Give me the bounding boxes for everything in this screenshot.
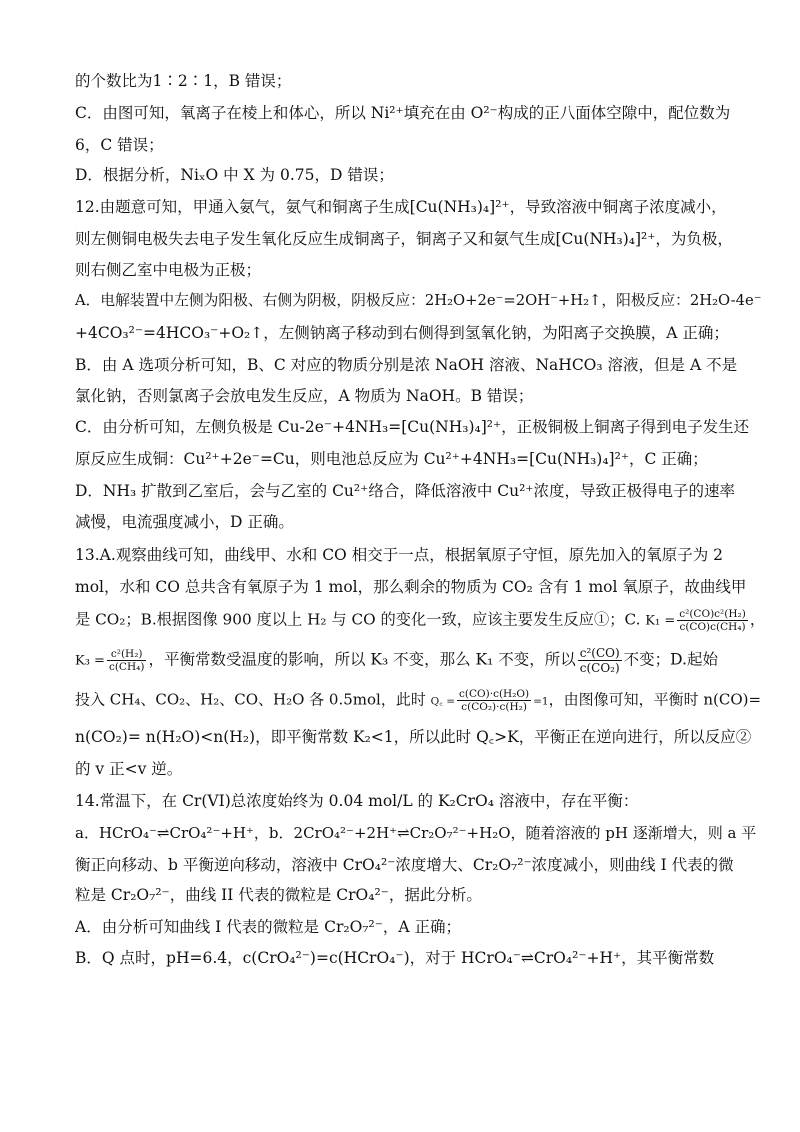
fraction-numerator: c²(CO)c²(H₂) <box>679 608 746 620</box>
text-line-k1 <box>75 608 765 632</box>
text-line: 减慢，电流强度减小，D 正确。 <box>75 513 294 531</box>
text-line: mol，水和 CO 总共含有氧原子为 1 mol，那么剩余的物质为 CO₂ 含有 1 mol 氧原子，故曲线甲 <box>75 578 747 596</box>
text-line: B．Q 点时，pH=6.4，c(CrO₄²⁻)=c(HCrO₄⁻)，对于 HCrO₄⁻⇌CrO₄²⁻+H⁺，其平衡常数 <box>75 949 715 967</box>
text-line: A．由分析可知曲线 I 代表的微粒是 Cr₂O₇²⁻，A 正确； <box>75 918 462 936</box>
text-span: ， <box>749 610 766 629</box>
text-span: ，平衡常数受温度的影响，所以 K₃ 不变，那么 K₁ 不变，所以 <box>148 650 576 669</box>
text-line: 衡正向移动、b 平衡逆向移动，溶液中 CrO₄²⁻浓度增大、Cr₂O₇²⁻浓度减小，则曲线 I 代表的微 <box>75 856 734 874</box>
text-line: 13.A.观察曲线可知，曲线甲、水和 CO 相交于一点，根据氧原子守恒，原先加入的氧原子为 2 <box>75 546 723 564</box>
text-line-k3 <box>75 646 765 675</box>
text-span: ，由图像可知，平衡时 n(CO)= <box>548 690 762 709</box>
co-ratio-fraction <box>578 646 622 675</box>
text-line: 的 v 正<v 逆。 <box>75 760 183 778</box>
text-line: 原反应生成铜：Cu²⁺+2e⁻=Cu，则电池总反应为 Cu²⁺+4NH₃=[Cu(NH₃)₄]²⁺，C 正确； <box>75 450 708 468</box>
qc-fraction <box>457 688 531 713</box>
fraction-denominator: c(CO₂)·c(H₂) <box>461 701 527 713</box>
text-line: 6，C 错误； <box>75 136 164 154</box>
fraction-denominator: c(CO₂) <box>579 661 620 675</box>
text-line: +4CO₃²⁻=4HCO₃⁻+O₂↑，左侧钠离子移动到右侧得到氢氧化钠，为阳离子交换膜，A 正确； <box>75 324 729 342</box>
k3-fraction <box>107 648 146 673</box>
text-line: D．根据分析，NiₓO 中 X 为 0.75，D 错误； <box>75 166 394 184</box>
text-line: A．电解装置中左侧为阳极、右侧为阴极，阴极反应：2H₂O+2e⁻=2OH⁻+H₂↑，阳极反应：2H₂O-4e⁻ <box>75 292 762 309</box>
text-line: D．NH₃ 扩散到乙室后，会与乙室的 Cu²⁺络合，降低溶液中 Cu²⁺浓度，导致正极得电子的速率 <box>75 482 735 500</box>
text-line-qc <box>75 688 765 712</box>
fraction-numerator: c(CO)·c(H₂O) <box>459 688 530 700</box>
text-span: 是 CO₂；B.根据图像 900 度以上 H₂ 与 CO 的变化一致，应该主要发生反应①；C. <box>75 610 641 629</box>
fraction-numerator: c²(H₂) <box>107 648 146 661</box>
text-line: B．由 A 选项分析可知，B、C 对应的物质分别是浓 NaOH 溶液、NaHCO₃ 溶液，但是 A 不是 <box>75 356 738 374</box>
qc-equals: =1 <box>533 695 549 708</box>
text-line: 则左侧铜电极失去电子发生氧化反应生成铜离子，铜离子又和氨气生成[Cu(NH₃)₄]²⁺，为负极， <box>75 230 733 248</box>
fraction-numerator: c²(CO) <box>579 646 620 660</box>
text-line: 的个数比为1∶2∶1，B 错误； <box>75 72 292 90</box>
text-line: n(CO₂)= n(H₂O)<n(H₂)，即平衡常数 K₂<1，所以此时 Q꜀>K，平衡正在逆向进行，所以反应② <box>75 728 752 746</box>
text-line: C．由分析可知，左侧负极是 Cu-2e⁻+4NH₃=[Cu(NH₃)₄]²⁺，正极铜极上铜离子得到电子发生还 <box>75 418 750 436</box>
text-span: 投入 CH₄、CO₂、H₂、CO、H₂O 各 0.5mol，此时 <box>75 690 426 709</box>
fraction-denominator: c(CO)c(CH₄) <box>679 621 746 633</box>
k1-label: K₁ = <box>645 613 676 629</box>
text-line: 氯化钠，否则氯离子会放电发生反应，A 物质为 NaOH。B 错误； <box>75 387 534 405</box>
text-line: a．HCrO₄⁻⇌CrO₄²⁻+H⁺，b．2CrO₄²⁻+2H⁺⇌Cr₂O₇²⁻+H₂O，随着溶液的 pH 逐渐增大，则 a 平 <box>75 824 757 842</box>
text-span: 不变；D.起始 <box>623 650 718 669</box>
k1-fraction <box>677 608 748 633</box>
k3-label: K₃ = <box>75 653 105 669</box>
text-line: 12.由题意可知，甲通入氨气，氨气和铜离子生成[Cu(NH₃)₄]²⁺，导致溶液中铜离子浓度减小， <box>75 198 727 216</box>
text-line: 14.常温下，在 Cr(VI)总浓度始终为 0.04 mol/L 的 K₂CrO₄ 溶液中，存在平衡： <box>75 792 639 810</box>
text-line: 粒是 Cr₂O₇²⁻，曲线 II 代表的微粒是 CrO₄²⁻，据此分析。 <box>75 886 482 904</box>
text-line: 则右侧乙室中电极为正极； <box>75 261 262 279</box>
fraction-denominator: c(CH₄) <box>108 661 145 673</box>
text-line: C．由图可知，氧离子在棱上和体心，所以 Ni²⁺填充在由 O²⁻构成的正八面体空隙中，配位数为 <box>75 104 731 122</box>
qc-label: Q꜀ = <box>430 695 456 708</box>
